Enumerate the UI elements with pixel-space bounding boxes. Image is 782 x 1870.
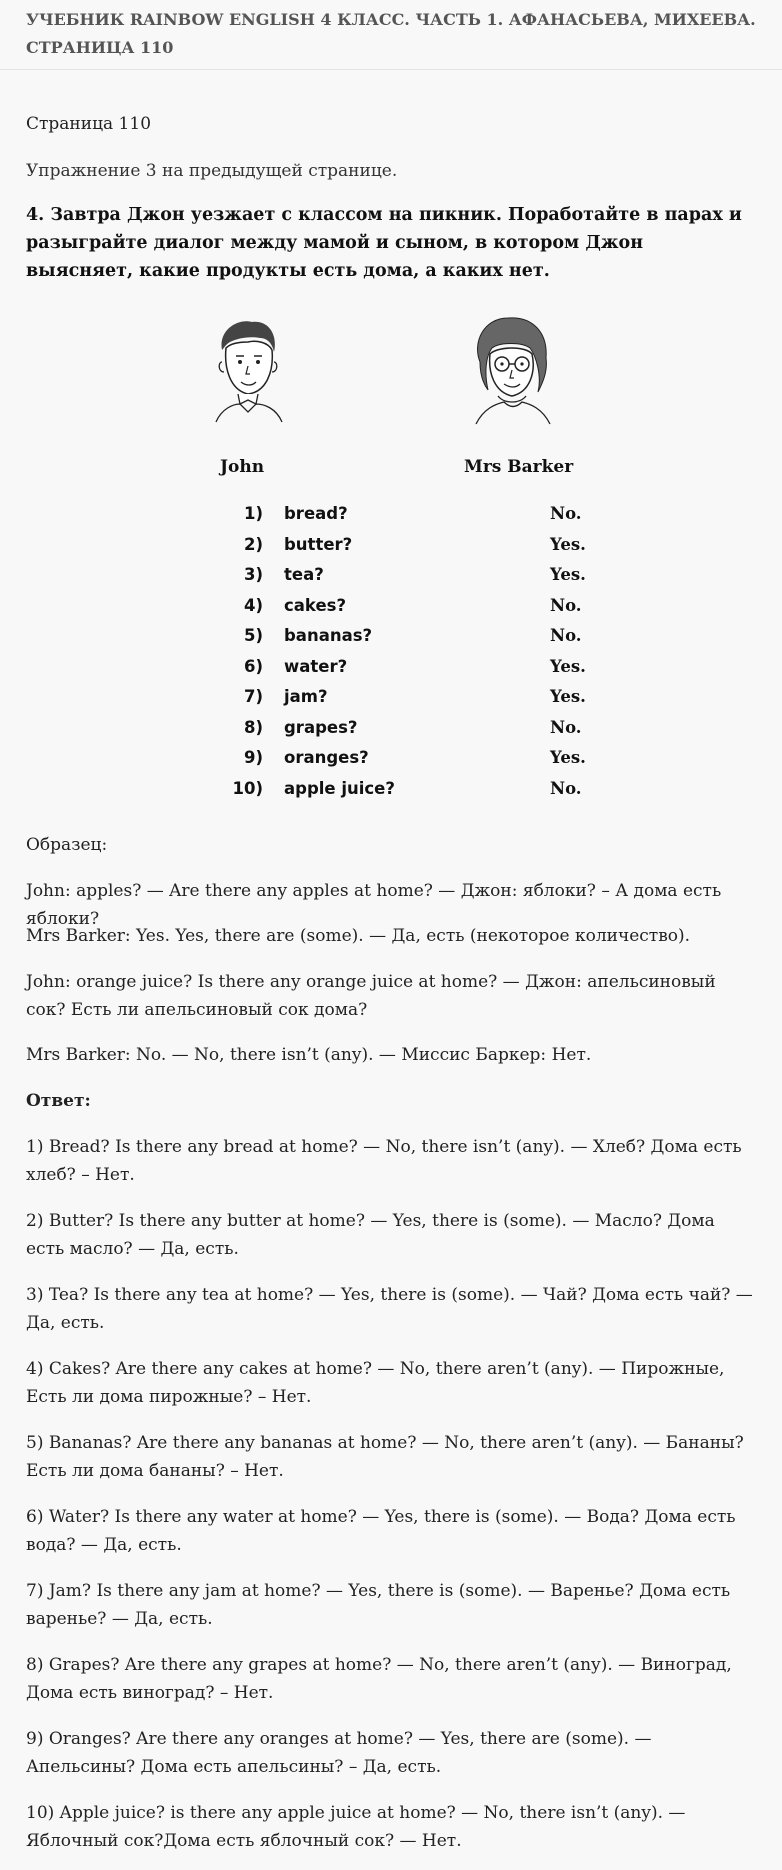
task-text: 4. Завтра Джон уезжает с классом на пикник. Поработайте в парах и разыграйте диалог между мамой и сыном, в котором Джон выясняет, какие продукты есть дома, а каких нет. (26, 205, 742, 281)
table-row (198, 657, 588, 687)
answer-item (26, 1355, 756, 1411)
row-answer: Yes. (550, 565, 586, 584)
row-number: 6) (243, 656, 263, 676)
sample-line (26, 1041, 756, 1069)
row-question: bananas? (284, 626, 373, 645)
row-question: tea? (284, 565, 324, 584)
answer-item (26, 1281, 756, 1337)
answer-item-text: 1) Bread? Is there any bread at home? — No, there isn’t (any). — Хлеб? Дома есть хлеб? – Нет. (26, 1137, 742, 1185)
row-question: cakes? (284, 595, 347, 615)
row-question: apple juice? (284, 778, 395, 798)
sample-label: Образец: (26, 835, 108, 855)
table-row (198, 687, 588, 717)
row-number: 4) (243, 595, 263, 615)
answer-item-text: 2) Butter? Is there any butter at home? — Yes, there is (some). — Масло? Дома есть масло? — Да, есть. (26, 1211, 715, 1259)
row-number: 3) (243, 565, 263, 584)
table-row (198, 779, 588, 809)
row-number: 9) (243, 748, 263, 767)
row-number: 1) (243, 504, 263, 523)
sample-line-text: Mrs Barker: Yes. Yes, there are (some). — Да, есть (некоторое количество). (26, 926, 691, 946)
table-row (198, 748, 588, 778)
sample-line (26, 922, 756, 950)
sample-line-text: John: apples? — Are there any apples at home? — Джон: яблоки? – А дома есть яблоки? (26, 881, 722, 929)
answer-item-text: 8) Grapes? Are there any grapes at home? — No, there aren’t (any). — Виноград, Дома есть виноград? – Нет. (26, 1655, 732, 1703)
sample-line (26, 968, 756, 1024)
page-label: Страница 110 (26, 114, 152, 134)
row-question: jam? (284, 687, 328, 706)
answer-item-text: 4) Cakes? Are there any cakes at home? — No, there aren’t (any). — Пирожные, Есть ли дома пирожные? – Нет. (26, 1359, 725, 1407)
row-number: 2) (243, 534, 263, 554)
row-answer: No. (550, 778, 582, 798)
exercise-figure (150, 312, 590, 812)
row-answer: Yes. (550, 687, 586, 706)
row-answer: Yes. (550, 534, 586, 554)
answer-item-text: 6) Water? Is there any water at home? — Yes, there is (some). — Вода? Дома есть вода? — Да, есть. (26, 1507, 736, 1555)
table-row (198, 504, 588, 534)
row-answer: Yes. (550, 748, 586, 767)
page-header (0, 0, 782, 70)
answer-item (26, 1207, 756, 1263)
mrs-barker-portrait-icon (468, 312, 558, 432)
row-question: grapes? (284, 717, 358, 737)
sample-line-text: John: orange juice? Is there any orange juice at home? — Джон: апельсиновый сок? Есть ли апельсиновый сок дома? (26, 972, 716, 1020)
column-header-mrs-barker: Mrs Barker (464, 457, 574, 477)
table-row (198, 565, 588, 595)
row-question: butter? (284, 534, 353, 554)
answer-item (26, 1725, 756, 1781)
row-question: oranges? (284, 748, 369, 767)
answer-item (26, 1799, 756, 1855)
sample-section (26, 831, 756, 859)
table-row (198, 626, 588, 656)
table-row (198, 596, 588, 626)
row-question: bread? (284, 504, 348, 523)
row-number: 5) (243, 626, 263, 645)
row-answer: No. (550, 717, 582, 737)
sample-line-text: Mrs Barker: No. — No, there isn’t (any). — Миссис Баркер: Нет. (26, 1045, 592, 1065)
answer-item (26, 1651, 756, 1707)
answer-item (26, 1577, 756, 1633)
answer-item (26, 1133, 756, 1189)
row-number: 10) (232, 778, 263, 798)
answer-item (26, 1429, 756, 1485)
answer-item-text: 9) Oranges? Are there any oranges at home? — Yes, there are (some). — Апельсины? Дома есть апельсины? – Да, есть. (26, 1729, 652, 1777)
table-row (198, 535, 588, 565)
exercise-reference: Упражнение 3 на предыдущей странице. (26, 161, 398, 181)
answer-item-text: 7) Jam? Is there any jam at home? — Yes, there is (some). — Варенье? Дома есть варенье? — Да, есть. (26, 1581, 731, 1629)
row-answer: No. (550, 504, 582, 523)
column-header-john: John (220, 457, 265, 477)
answer-label: Ответ: (26, 1091, 91, 1111)
row-answer: No. (550, 626, 582, 645)
answer-item-text: 5) Bananas? Are there any bananas at home? — No, there aren’t (any). — Бананы? Есть ли дома бананы? – Нет. (26, 1433, 744, 1481)
john-portrait-icon (208, 312, 288, 432)
row-number: 8) (243, 717, 263, 737)
answer-item-text: 10) Apple juice? is there any apple juice at home? — No, there isn’t (any). — Яблочный сок?Дома есть яблочный сок? — Нет. (26, 1803, 686, 1851)
answer-item-text: 3) Tea? Is there any tea at home? — Yes, there is (some). — Чай? Дома есть чай? — Да, есть. (26, 1285, 753, 1333)
answer-item (26, 1503, 756, 1559)
row-answer: Yes. (550, 656, 586, 676)
page-title: УЧЕБНИК RAINBOW ENGLISH 4 КЛАСС. ЧАСТЬ 1. АФАНАСЬЕВА, МИХЕЕВА. СТРАНИЦА 110 (26, 10, 756, 57)
row-answer: No. (550, 595, 582, 615)
row-question: water? (284, 656, 348, 676)
row-number: 7) (243, 687, 263, 706)
table-row (198, 718, 588, 748)
answer-section (26, 1087, 756, 1115)
